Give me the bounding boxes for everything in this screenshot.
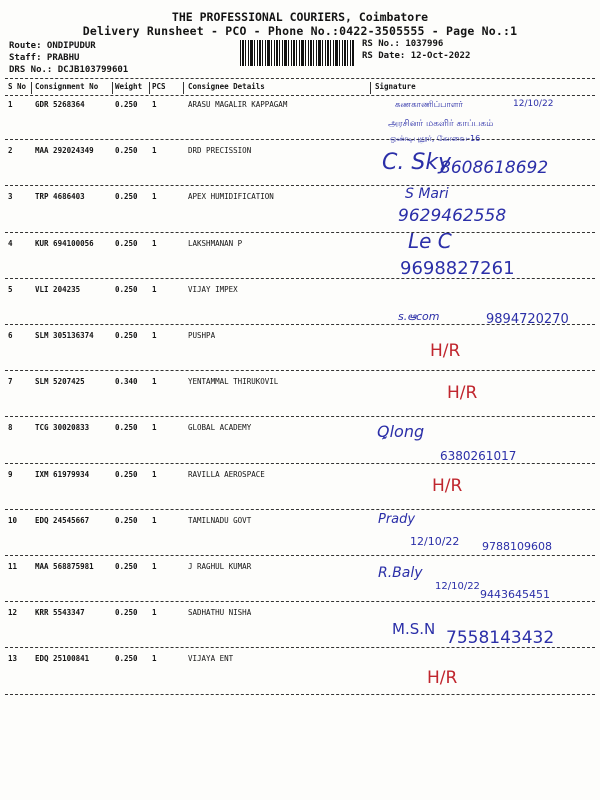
col-divider (31, 82, 32, 94)
col-weight: Weight (115, 82, 143, 91)
sig-date: 12/10/22 (410, 535, 460, 548)
row-divider (5, 463, 595, 464)
col-sno: S No (8, 82, 27, 91)
row-consignee: VIJAYA ENT (188, 654, 234, 663)
row-pcs: 1 (152, 100, 157, 109)
row-weight: 0.250 (115, 239, 138, 248)
seal-line-2: அரசினர் மகளிர் காப்பகம் (388, 119, 494, 129)
sig-phone: 6380261017 (440, 449, 517, 463)
row-weight: 0.250 (115, 100, 138, 109)
row-consignment: VLI 204235 (35, 285, 81, 294)
meta-right (362, 38, 470, 62)
row-pcs: 1 (152, 654, 157, 663)
row-weight: 0.250 (115, 285, 138, 294)
hr-mark: H/R (430, 341, 461, 361)
row-divider (5, 416, 595, 417)
row-pcs: 1 (152, 470, 157, 479)
row-consignee: ARASU MAGALIR KAPPAGAM (188, 100, 288, 109)
row-divider (5, 324, 595, 325)
row-weight: 0.250 (115, 192, 138, 201)
row-divider (5, 278, 595, 279)
sig-date: 12/10/22 (435, 581, 480, 592)
hr-mark: H/R (447, 383, 478, 403)
row-consignee: SADHATHU NISHA (188, 608, 252, 617)
row-pcs: 1 (152, 146, 157, 155)
row-weight: 0.250 (115, 654, 138, 663)
staff-label: Staff: PRABHU (9, 53, 80, 63)
col-divider (149, 82, 150, 94)
col-consignee: Consignee Details (188, 82, 265, 91)
row-sno: 12 (8, 608, 18, 617)
rs-number: RS No.: 1037996 (362, 39, 444, 49)
row-sno: 8 (8, 423, 13, 432)
row-divider (5, 509, 595, 510)
row-consignment: TCG 30020833 (35, 423, 90, 432)
row-divider (5, 232, 595, 233)
col-signature: Signature (375, 82, 416, 91)
row-divider (5, 185, 595, 186)
drs-label: DRS No.: DCJB103799601 (9, 65, 129, 75)
col-divider (370, 82, 371, 94)
row-divider (5, 601, 595, 602)
row-pcs: 1 (152, 423, 157, 432)
runsheet-title: Delivery Runsheet - PCO - Phone No.:0422-3505555 - Page No.:1 (82, 24, 518, 38)
row-weight: 0.250 (115, 146, 138, 155)
row-sno: 2 (8, 146, 13, 155)
row-divider (5, 370, 595, 371)
sig-name: M.S.N (392, 620, 436, 638)
row-divider (5, 139, 595, 140)
seal-line-1: கணகாணிப்பாளர் (395, 100, 463, 110)
row-sno: 10 (8, 516, 18, 525)
signature-scribble: Prady (378, 512, 416, 527)
row-pcs: 1 (152, 239, 157, 248)
sig-phone: 9894720270 (486, 312, 569, 327)
row-consignment: IXM 61979934 (35, 470, 90, 479)
row-weight: 0.250 (115, 516, 138, 525)
row-consignee: YENTAMMAL THIRUKOVIL (188, 377, 279, 386)
row-weight: 0.250 (115, 562, 138, 571)
sig-phone: 9788109608 (482, 540, 552, 553)
sig-phone: 7558143432 (446, 628, 555, 648)
row-consignment: EDQ 24545667 (35, 516, 90, 525)
route-label: Route: ONDIPUDUR (9, 41, 96, 51)
row-consignee: APEX HUMIDIFICATION (188, 192, 274, 201)
row-sno: 4 (8, 239, 13, 248)
row-consignee: TAMILNADU GOVT (188, 516, 252, 525)
barcode (240, 40, 354, 66)
row-sno: 5 (8, 285, 13, 294)
row-pcs: 1 (152, 285, 157, 294)
row-pcs: 1 (152, 192, 157, 201)
row-consignee: RAVILLA AEROSPACE (188, 470, 265, 479)
row-consignee: J RAGHUL KUMAR (188, 562, 252, 571)
hr-mark: H/R (427, 668, 458, 688)
seal-line-3: ஒண்டிபுதூர், கோவை-16 (390, 134, 481, 143)
row-pcs: 1 (152, 516, 157, 525)
row-consignment: MAA 292024349 (35, 146, 94, 155)
row-divider (5, 647, 595, 648)
row-divider (5, 694, 595, 695)
table-header (0, 82, 600, 94)
row-sno: 1 (8, 100, 13, 109)
row-pcs: 1 (152, 331, 157, 340)
col-divider (183, 82, 184, 94)
row-consignee: GLOBAL ACADEMY (188, 423, 252, 432)
row-pcs: 1 (152, 377, 157, 386)
row-divider (5, 555, 595, 556)
meta-left (9, 40, 128, 76)
row-sno: 7 (8, 377, 13, 386)
row-sno: 9 (8, 470, 13, 479)
row-weight: 0.250 (115, 470, 138, 479)
signature-scribble: Ꝗlong (377, 422, 425, 441)
signature-scribble: C. Sky (382, 150, 452, 175)
row-consignment: MAA 568875981 (35, 562, 94, 571)
table-header-divider (5, 95, 595, 96)
col-pcs: PCS (152, 82, 166, 91)
row-consignee: VIJAY IMPEX (188, 285, 238, 294)
sig-phone: 9698827261 (400, 258, 515, 279)
row-sno: 3 (8, 192, 13, 201)
row-pcs: 1 (152, 562, 157, 571)
company-title: THE PROFESSIONAL COURIERS, Coimbatore (171, 10, 429, 24)
signature-scribble: S Mari (405, 186, 449, 202)
row-consignee: DRD PRECISSION (188, 146, 252, 155)
signature-scribble: R.Baly (378, 565, 423, 581)
row-consignment: KRR 5543347 (35, 608, 85, 617)
row-sno: 13 (8, 654, 18, 663)
sig-phone: 9629462558 (398, 206, 507, 226)
row-consignment: SLM 305136374 (35, 331, 94, 340)
row-sno: 11 (8, 562, 18, 571)
signature-scribble: s.ఆcom (398, 310, 440, 323)
row-pcs: 1 (152, 608, 157, 617)
row-consignment: EDQ 25100841 (35, 654, 90, 663)
signature-scribble: Le C (408, 229, 452, 253)
header-divider (5, 78, 595, 79)
row-consignee: PUSHPA (188, 331, 216, 340)
row-consignment: KUR 694100056 (35, 239, 94, 248)
col-consignment: Consignment No (35, 82, 99, 91)
rs-date: RS Date: 12-Oct-2022 (362, 51, 471, 61)
sig-phone: 8608618692 (440, 158, 549, 178)
hr-mark: H/R (432, 476, 463, 496)
sig-date: 12/10/22 (513, 99, 554, 109)
row-weight: 0.250 (115, 608, 138, 617)
col-divider (112, 82, 113, 94)
row-consignee: LAKSHMANAN P (188, 239, 243, 248)
row-consignment: TRP 4686403 (35, 192, 85, 201)
row-consignment: SLM 5207425 (35, 377, 85, 386)
row-consignment: GDR 5268364 (35, 100, 85, 109)
row-weight: 0.250 (115, 423, 138, 432)
row-weight: 0.340 (115, 377, 138, 386)
sig-phone: 9443645451 (480, 588, 550, 601)
row-weight: 0.250 (115, 331, 138, 340)
row-sno: 6 (8, 331, 13, 340)
